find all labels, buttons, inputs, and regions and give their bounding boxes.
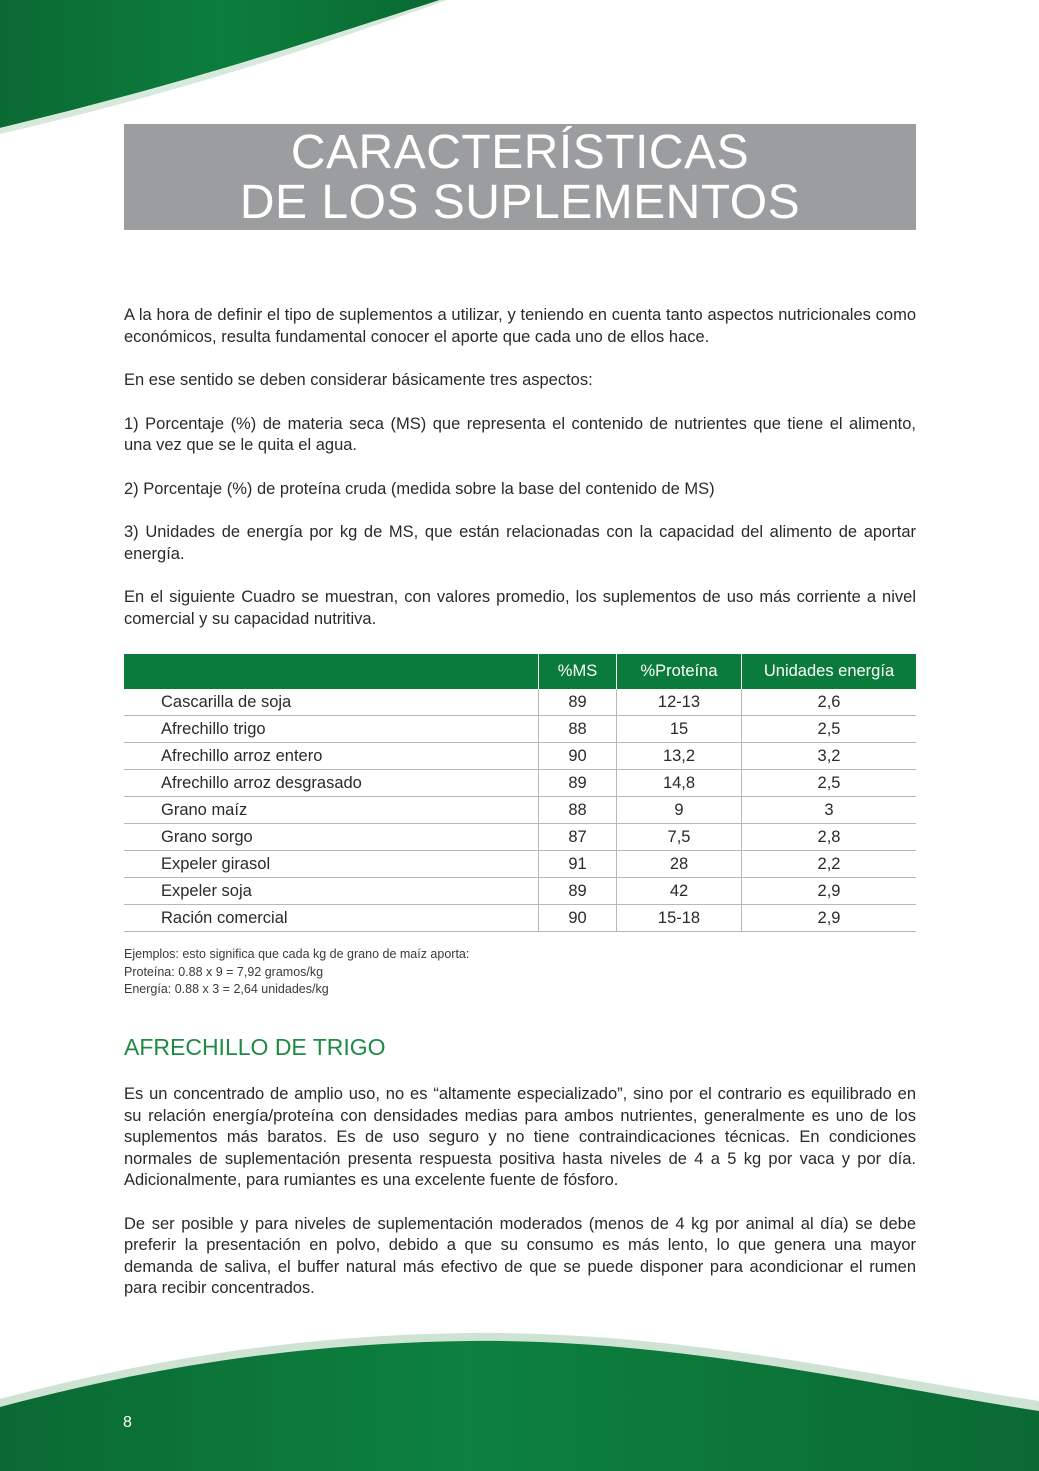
intro-paragraph: A la hora de definir el tipo de suplementos a utilizar, y teniendo en cuenta tanto aspectos nutricionales como económicos, resulta fundamental conocer el aporte que cada uno de ellos hace.	[124, 306, 916, 346]
header-ms-column: %MS	[539, 654, 617, 689]
protein-value: 7,5	[617, 824, 742, 851]
page-title	[124, 124, 916, 230]
ms-value: 90	[539, 905, 617, 932]
bottom-wave-decoration	[0, 1321, 1039, 1471]
table-row	[124, 689, 916, 716]
protein-value: 28	[617, 851, 742, 878]
ms-value: 91	[539, 851, 617, 878]
protein-value: 14,8	[617, 770, 742, 797]
top-wave-decoration	[0, 0, 1039, 140]
supplement-name: Grano sorgo	[124, 824, 539, 851]
energy-value: 2,5	[742, 716, 917, 743]
protein-value: 12-13	[617, 689, 742, 716]
supplement-name: Grano maíz	[124, 797, 539, 824]
table-header-row	[124, 654, 916, 689]
supplement-name: Cascarilla de soja	[124, 689, 539, 716]
energy-value: 2,9	[742, 905, 917, 932]
intro-paragraph: En ese sentido se deben considerar básicamente tres aspectos:	[124, 371, 593, 389]
section-paragraph: De ser posible y para niveles de suplementación moderados (menos de 4 kg por animal al día) se debe preferir la presentación en polvo, debido a que su consumo es más lento, lo que genera una mayor demanda de saliva, el buffer natural más efectivo de que se puede disponer para acondicionar el rumen para recibir concentrados.	[124, 1214, 916, 1297]
protein-value: 42	[617, 878, 742, 905]
table-row	[124, 824, 916, 851]
ms-value: 89	[539, 689, 617, 716]
header-protein-column: %Proteína	[617, 654, 742, 689]
ms-value: 87	[539, 824, 617, 851]
section-paragraph: Es un concentrado de amplio uso, no es “altamente especializado”, sino por el contrario es equilibrado en su relación energía/proteína con densidades medias para ambos nutrientes, generalmente es uno de los suplementos más baratos. Es de uso seguro y no tiene contraindicaciones técnicas. En condiciones normales de suplementación presenta respuesta positiva hasta niveles de 4 a 5 kg por vaca y por día. Adicionalmente, para rumiantes es una excelente fuente de fósforo.	[124, 1085, 916, 1189]
energy-value: 3,2	[742, 743, 917, 770]
protein-value: 15-18	[617, 905, 742, 932]
ms-value: 89	[539, 770, 617, 797]
energy-value: 2,6	[742, 689, 917, 716]
table-row	[124, 851, 916, 878]
note-line: Proteína: 0.88 x 9 = 7,92 gramos/kg	[124, 964, 324, 979]
supplement-name: Ración comercial	[124, 905, 539, 932]
energy-value: 2,2	[742, 851, 917, 878]
note-line: Energía: 0.88 x 3 = 2,64 unidades/kg	[124, 982, 329, 996]
supplement-name: Expeler soja	[124, 878, 539, 905]
note-line: Ejemplos: esto significa que cada kg de grano de maíz aporta:	[124, 947, 470, 961]
table-row	[124, 878, 916, 905]
section-text	[124, 1084, 916, 1322]
header-name-column	[124, 654, 539, 689]
page-title-line-1: CARACTERÍSTICAS	[290, 126, 750, 179]
table-row	[124, 770, 916, 797]
section-title: AFRECHILLO DE TRIGO	[124, 1034, 386, 1060]
supplement-name: Expeler girasol	[124, 851, 539, 878]
intro-paragraph: 2) Porcentaje (%) de proteína cruda (medida sobre la base del contenido de MS)	[124, 479, 715, 498]
table-row	[124, 716, 916, 743]
protein-value: 9	[617, 797, 742, 824]
table-row	[124, 797, 916, 824]
energy-value: 2,8	[742, 824, 917, 851]
ms-value: 88	[539, 797, 617, 824]
intro-paragraph: En el siguiente Cuadro se muestran, con valores promedio, los suplementos de uso más corriente a nivel comercial y su capacidad nutritiva.	[124, 588, 916, 628]
intro-text	[124, 305, 916, 652]
supplement-name: Afrechillo trigo	[124, 716, 539, 743]
table-row	[124, 905, 916, 932]
energy-value: 2,5	[742, 770, 917, 797]
page-number: 8	[123, 1414, 132, 1431]
ms-value: 89	[539, 878, 617, 905]
ms-value: 90	[539, 743, 617, 770]
header-energy-column: Unidades energía	[742, 654, 917, 689]
protein-value: 15	[617, 716, 742, 743]
table-row	[124, 743, 916, 770]
supplement-name: Afrechillo arroz entero	[124, 743, 539, 770]
supplement-name: Afrechillo arroz desgrasado	[124, 770, 539, 797]
energy-value: 2,9	[742, 878, 917, 905]
energy-value: 3	[742, 797, 917, 824]
protein-value: 13,2	[617, 743, 742, 770]
ms-value: 88	[539, 716, 617, 743]
supplements-table	[124, 654, 916, 932]
page-title-line-2: DE LOS SUPLEMENTOS	[239, 176, 801, 229]
intro-paragraph: 1) Porcentaje (%) de materia seca (MS) que representa el contenido de nutrientes que tiene el alimento, una vez que se le quita el agua.	[124, 414, 916, 454]
table-notes	[124, 946, 724, 999]
intro-paragraph: 3) Unidades de energía por kg de MS, que están relacionadas con la capacidad del alimento de aportar energía.	[124, 523, 916, 563]
